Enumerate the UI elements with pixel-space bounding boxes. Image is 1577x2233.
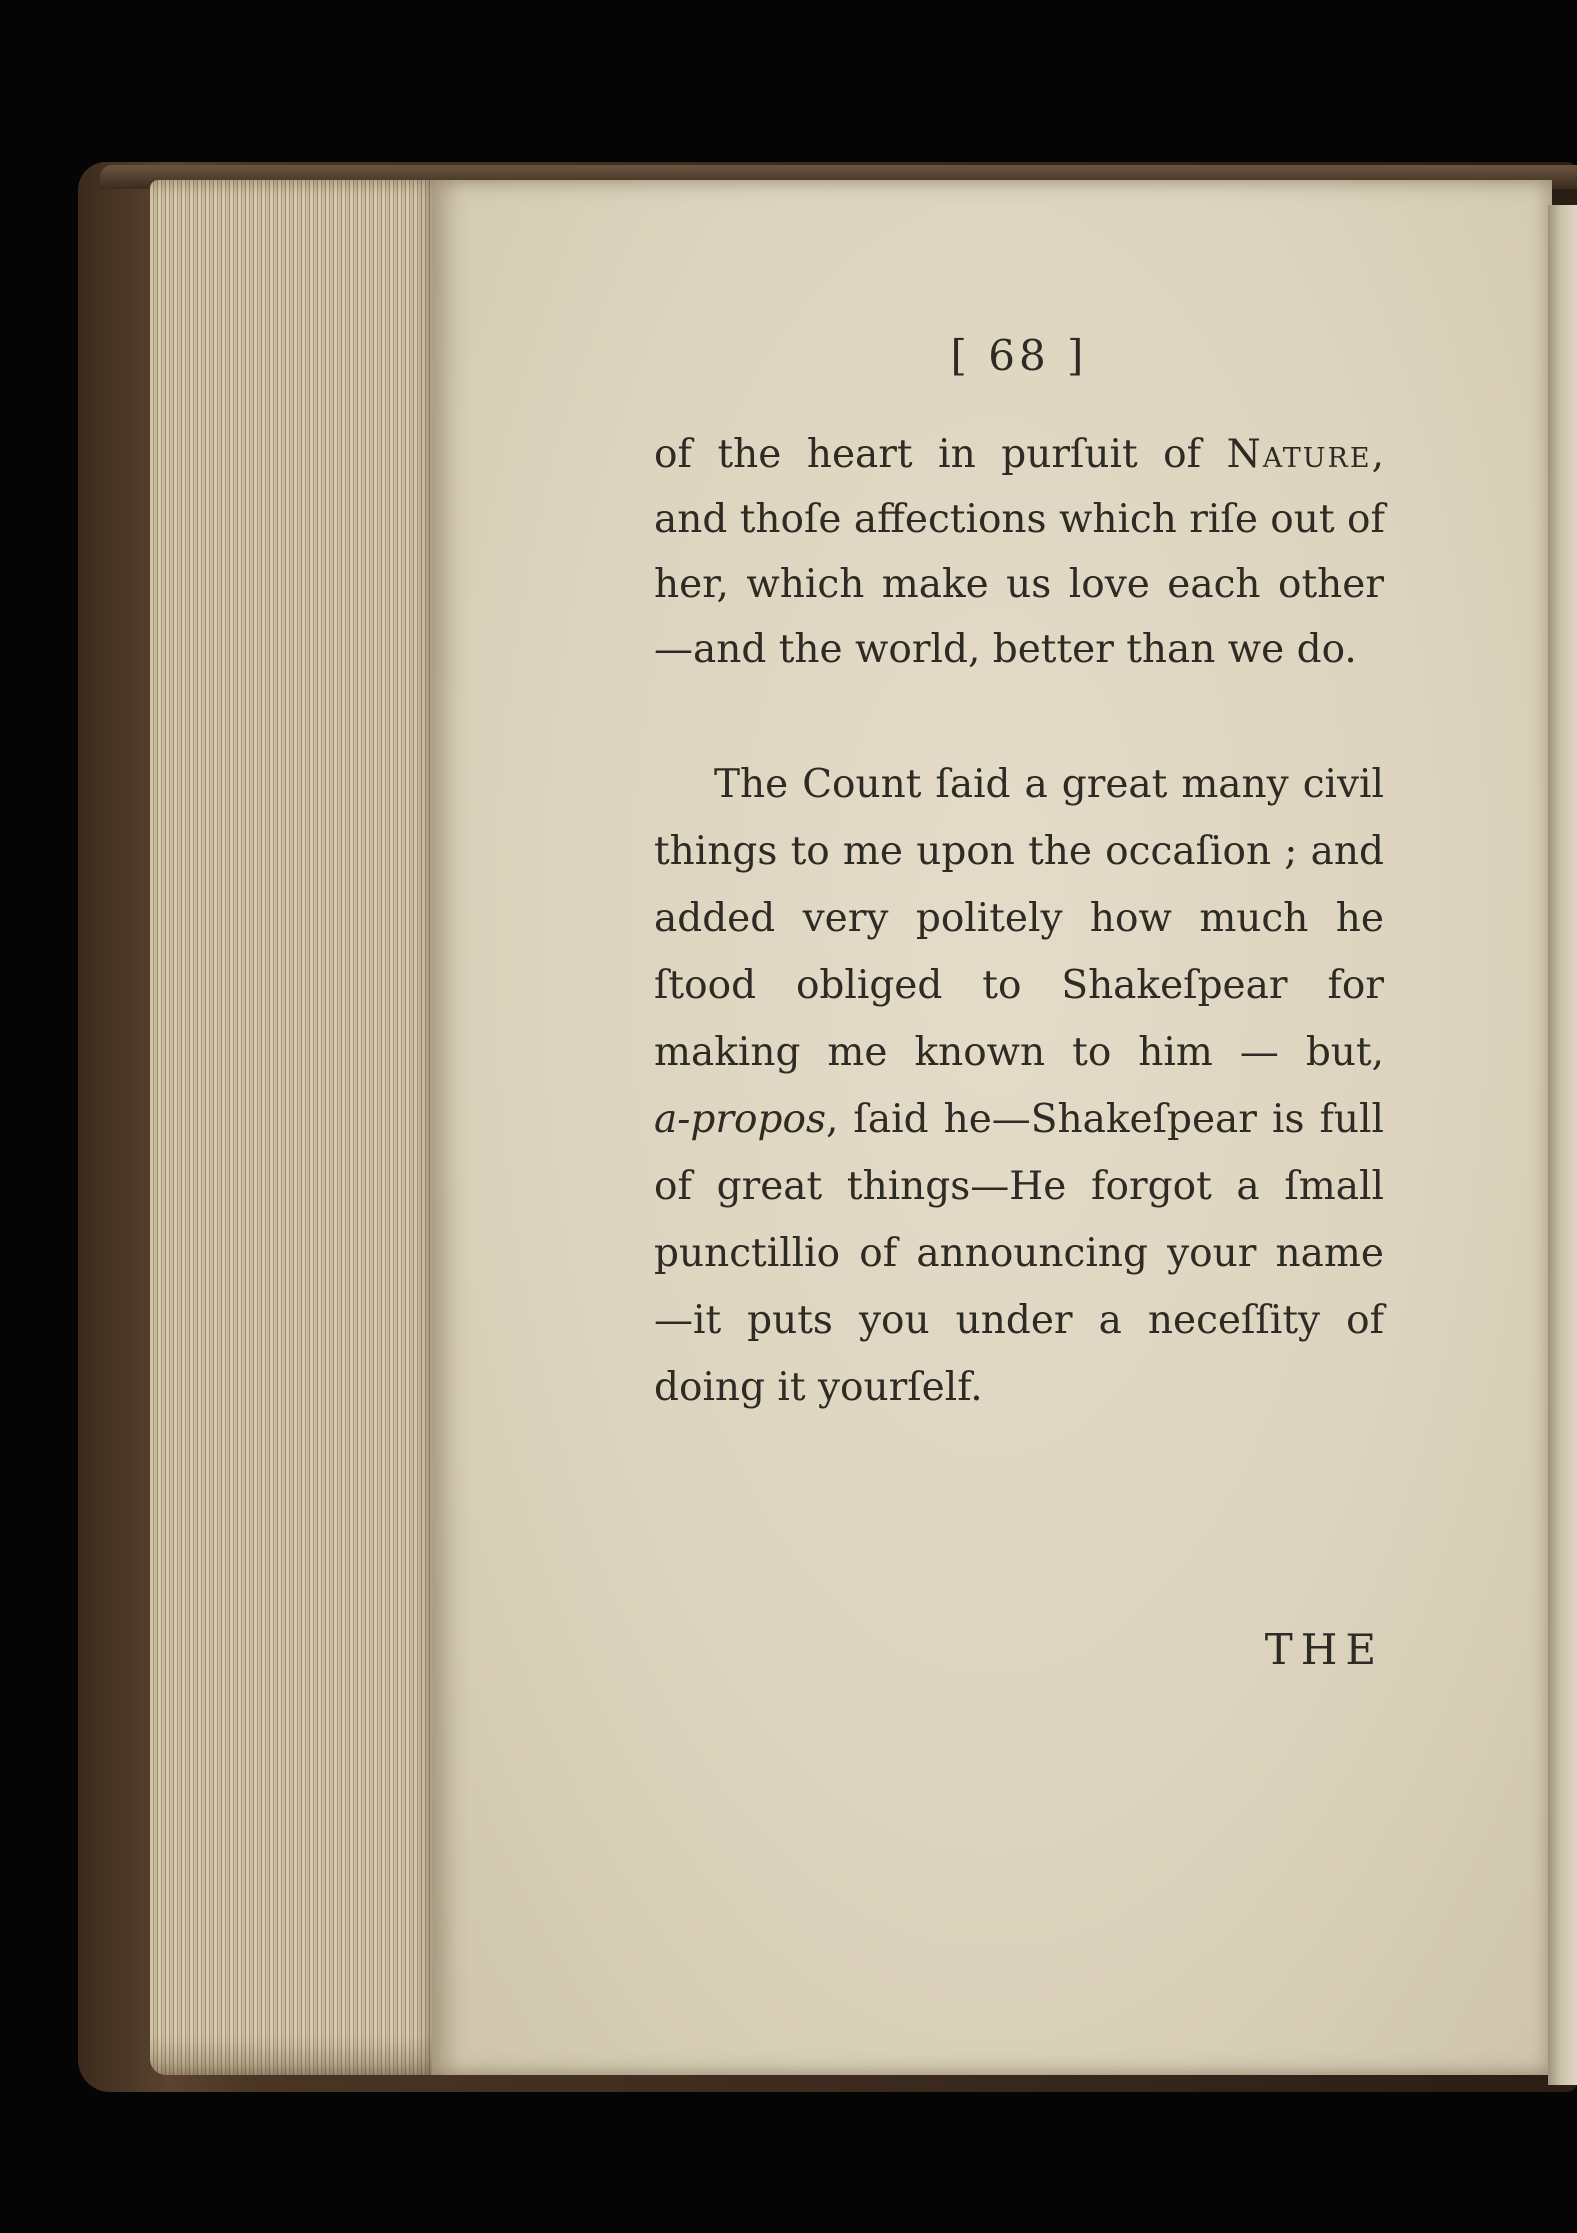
small-caps-run: Nature xyxy=(1226,432,1372,477)
next-page-gutter xyxy=(1548,205,1577,2085)
text-line xyxy=(654,1365,1384,1410)
text-run: and thoſe affections which riſe out of xyxy=(654,497,1385,542)
text-run: —it puts you under a neceſſity of xyxy=(654,1298,1384,1343)
text-run: added very politely how much he xyxy=(654,896,1384,941)
text-line xyxy=(654,1030,1384,1075)
page-number: [ 68 ] xyxy=(950,331,1088,380)
text-run: her, which make us love each other xyxy=(654,562,1384,607)
text-run: The Count ſaid a great many civil xyxy=(714,762,1384,807)
text-line xyxy=(654,497,1385,542)
text-run: punctillio of announcing your name xyxy=(654,1231,1384,1276)
text-run: doing it yourſelf. xyxy=(654,1365,983,1410)
text-run: of the heart in purſuit of xyxy=(654,432,1227,477)
catchword: THE xyxy=(1264,1625,1384,1674)
text-run: —and the world, better than we do. xyxy=(654,627,1357,672)
text-line xyxy=(654,1164,1384,1209)
text-line xyxy=(654,896,1384,941)
page-edges xyxy=(150,180,440,2075)
text-line xyxy=(654,829,1384,874)
text-line xyxy=(654,432,1384,477)
italic-run: a-propos xyxy=(654,1097,826,1142)
text-line xyxy=(654,1097,1384,1142)
text-run: of great things—He forgot a ſmall xyxy=(654,1164,1384,1209)
text-line xyxy=(654,1298,1384,1343)
text-line xyxy=(654,627,1384,672)
text-run: things to me upon the occaſion ; and xyxy=(654,829,1384,874)
text-run: , xyxy=(1371,432,1384,477)
text-line xyxy=(654,1231,1384,1276)
text-line xyxy=(654,963,1384,1008)
text-run: , ſaid he—Shakeſpear is full xyxy=(825,1097,1384,1142)
text-run: making me known to him — but, xyxy=(654,1030,1384,1075)
text-run: ſtood obliged to Shakeſpear for xyxy=(654,963,1384,1008)
text-line xyxy=(654,562,1384,607)
text-line xyxy=(654,762,1384,807)
